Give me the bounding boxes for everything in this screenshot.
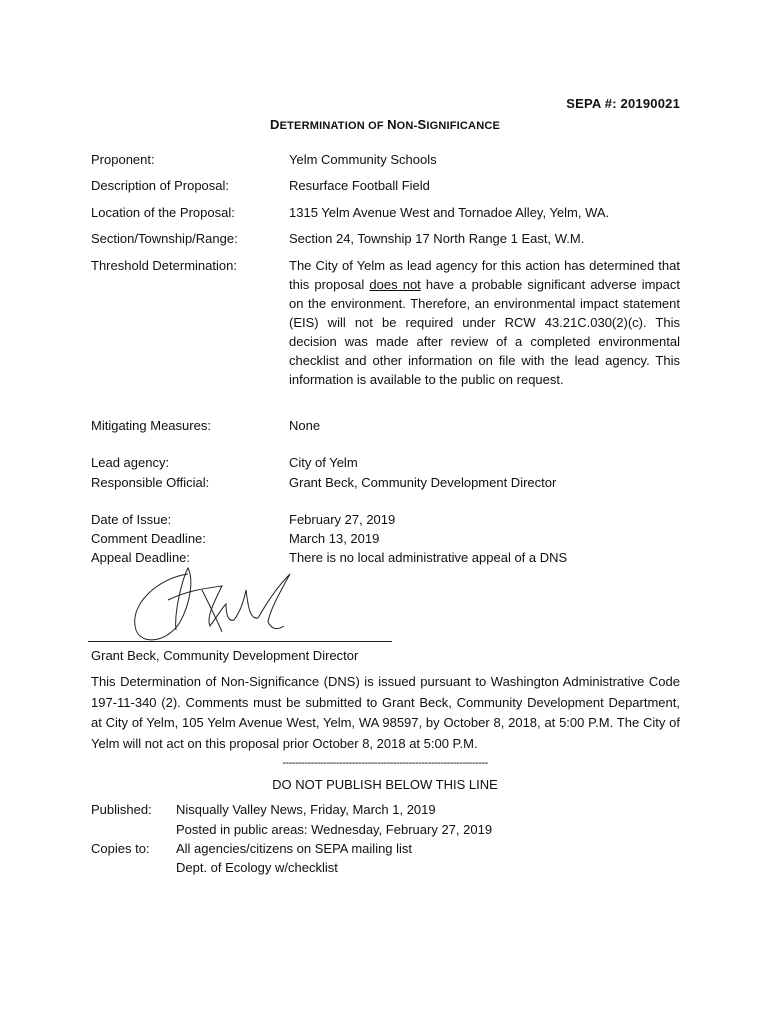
dns-statement: This Determination of Non-Significance (DNS) is issued pursuant to Washington Administrative Code 197-11-340 (2). Comments must be submitted to Grant Beck, Community Development Department, at City of Yelm, 105 Yelm Avenue West, Yelm, WA 98597, by October 8, 2018, at 5:00 P.M. The City of Yelm will not act on this proposal prior October 8, 2018 at 5:00 P.M. [91, 674, 680, 751]
date-label: Date of Issue: [91, 512, 172, 527]
copies-label: Copies to: [91, 841, 150, 856]
location-label: Location of the Proposal: [91, 205, 235, 220]
proponent-value: Yelm Community Schools [289, 152, 437, 167]
description-value: Resurface Football Field [289, 178, 430, 193]
do-not-publish-notice: DO NOT PUBLISH BELOW THIS LINE [272, 777, 498, 792]
signature-line [88, 641, 392, 642]
proponent-label: Proponent: [91, 152, 155, 167]
sepa-number: SEPA #: 20190021 [566, 96, 680, 111]
appeal-deadline-value: There is no local administrative appeal of a DNS [289, 550, 568, 565]
copies-line-1: All agencies/citizens on SEPA mailing list [176, 841, 413, 856]
published-line-1: Nisqually Valley News, Friday, March 1, 2019 [176, 802, 436, 817]
signature-image [118, 560, 308, 650]
section-label: Section/Township/Range: [91, 231, 238, 246]
published-line-2: Posted in public areas: Wednesday, February 27, 2019 [176, 822, 493, 837]
does-not-underlined: does not [369, 277, 421, 292]
date-value: February 27, 2019 [289, 512, 396, 527]
mitigating-label: Mitigating Measures: [91, 418, 211, 433]
signer-name-title: Grant Beck, Community Development Director [91, 648, 359, 663]
threshold-label: Threshold Determination: [91, 258, 237, 273]
official-label: Responsible Official: [91, 475, 210, 490]
appeal-deadline-label: Appeal Deadline: [91, 550, 191, 565]
mitigating-value: None [289, 418, 321, 433]
description-label: Description of Proposal: [91, 178, 230, 193]
document-title: DETERMINATION OF NON-SIGNIFICANCE [269, 117, 501, 132]
copies-line-2: Dept. of Ecology w/checklist [176, 860, 338, 875]
section-value: Section 24, Township 17 North Range 1 East, W.M. [289, 231, 585, 246]
official-value: Grant Beck, Community Development Director [289, 475, 557, 490]
location-value: 1315 Yelm Avenue West and Tornadoe Alley, Yelm, WA. [289, 205, 610, 220]
threshold-determination-text: The City of Yelm as lead agency for this action has determined that this proposal does not have a probable significant adverse impact on the environment. Therefore, an environmental impact statement (EIS) will not be required under RCW 43.21C.030(2)(c). This decision was made after review of a completed environmental checklist and other information on file with the lead agency. This information is available to the public on request. [289, 258, 680, 387]
comment-deadline-value: March 13, 2019 [289, 531, 380, 546]
comment-deadline-label: Comment Deadline: [91, 531, 206, 546]
published-label: Published: [91, 802, 152, 817]
lead-agency-label: Lead agency: [91, 455, 170, 470]
lead-agency-value: City of Yelm [289, 455, 358, 470]
separator-dashes: ----------------------------------------------------------------- [282, 757, 488, 769]
